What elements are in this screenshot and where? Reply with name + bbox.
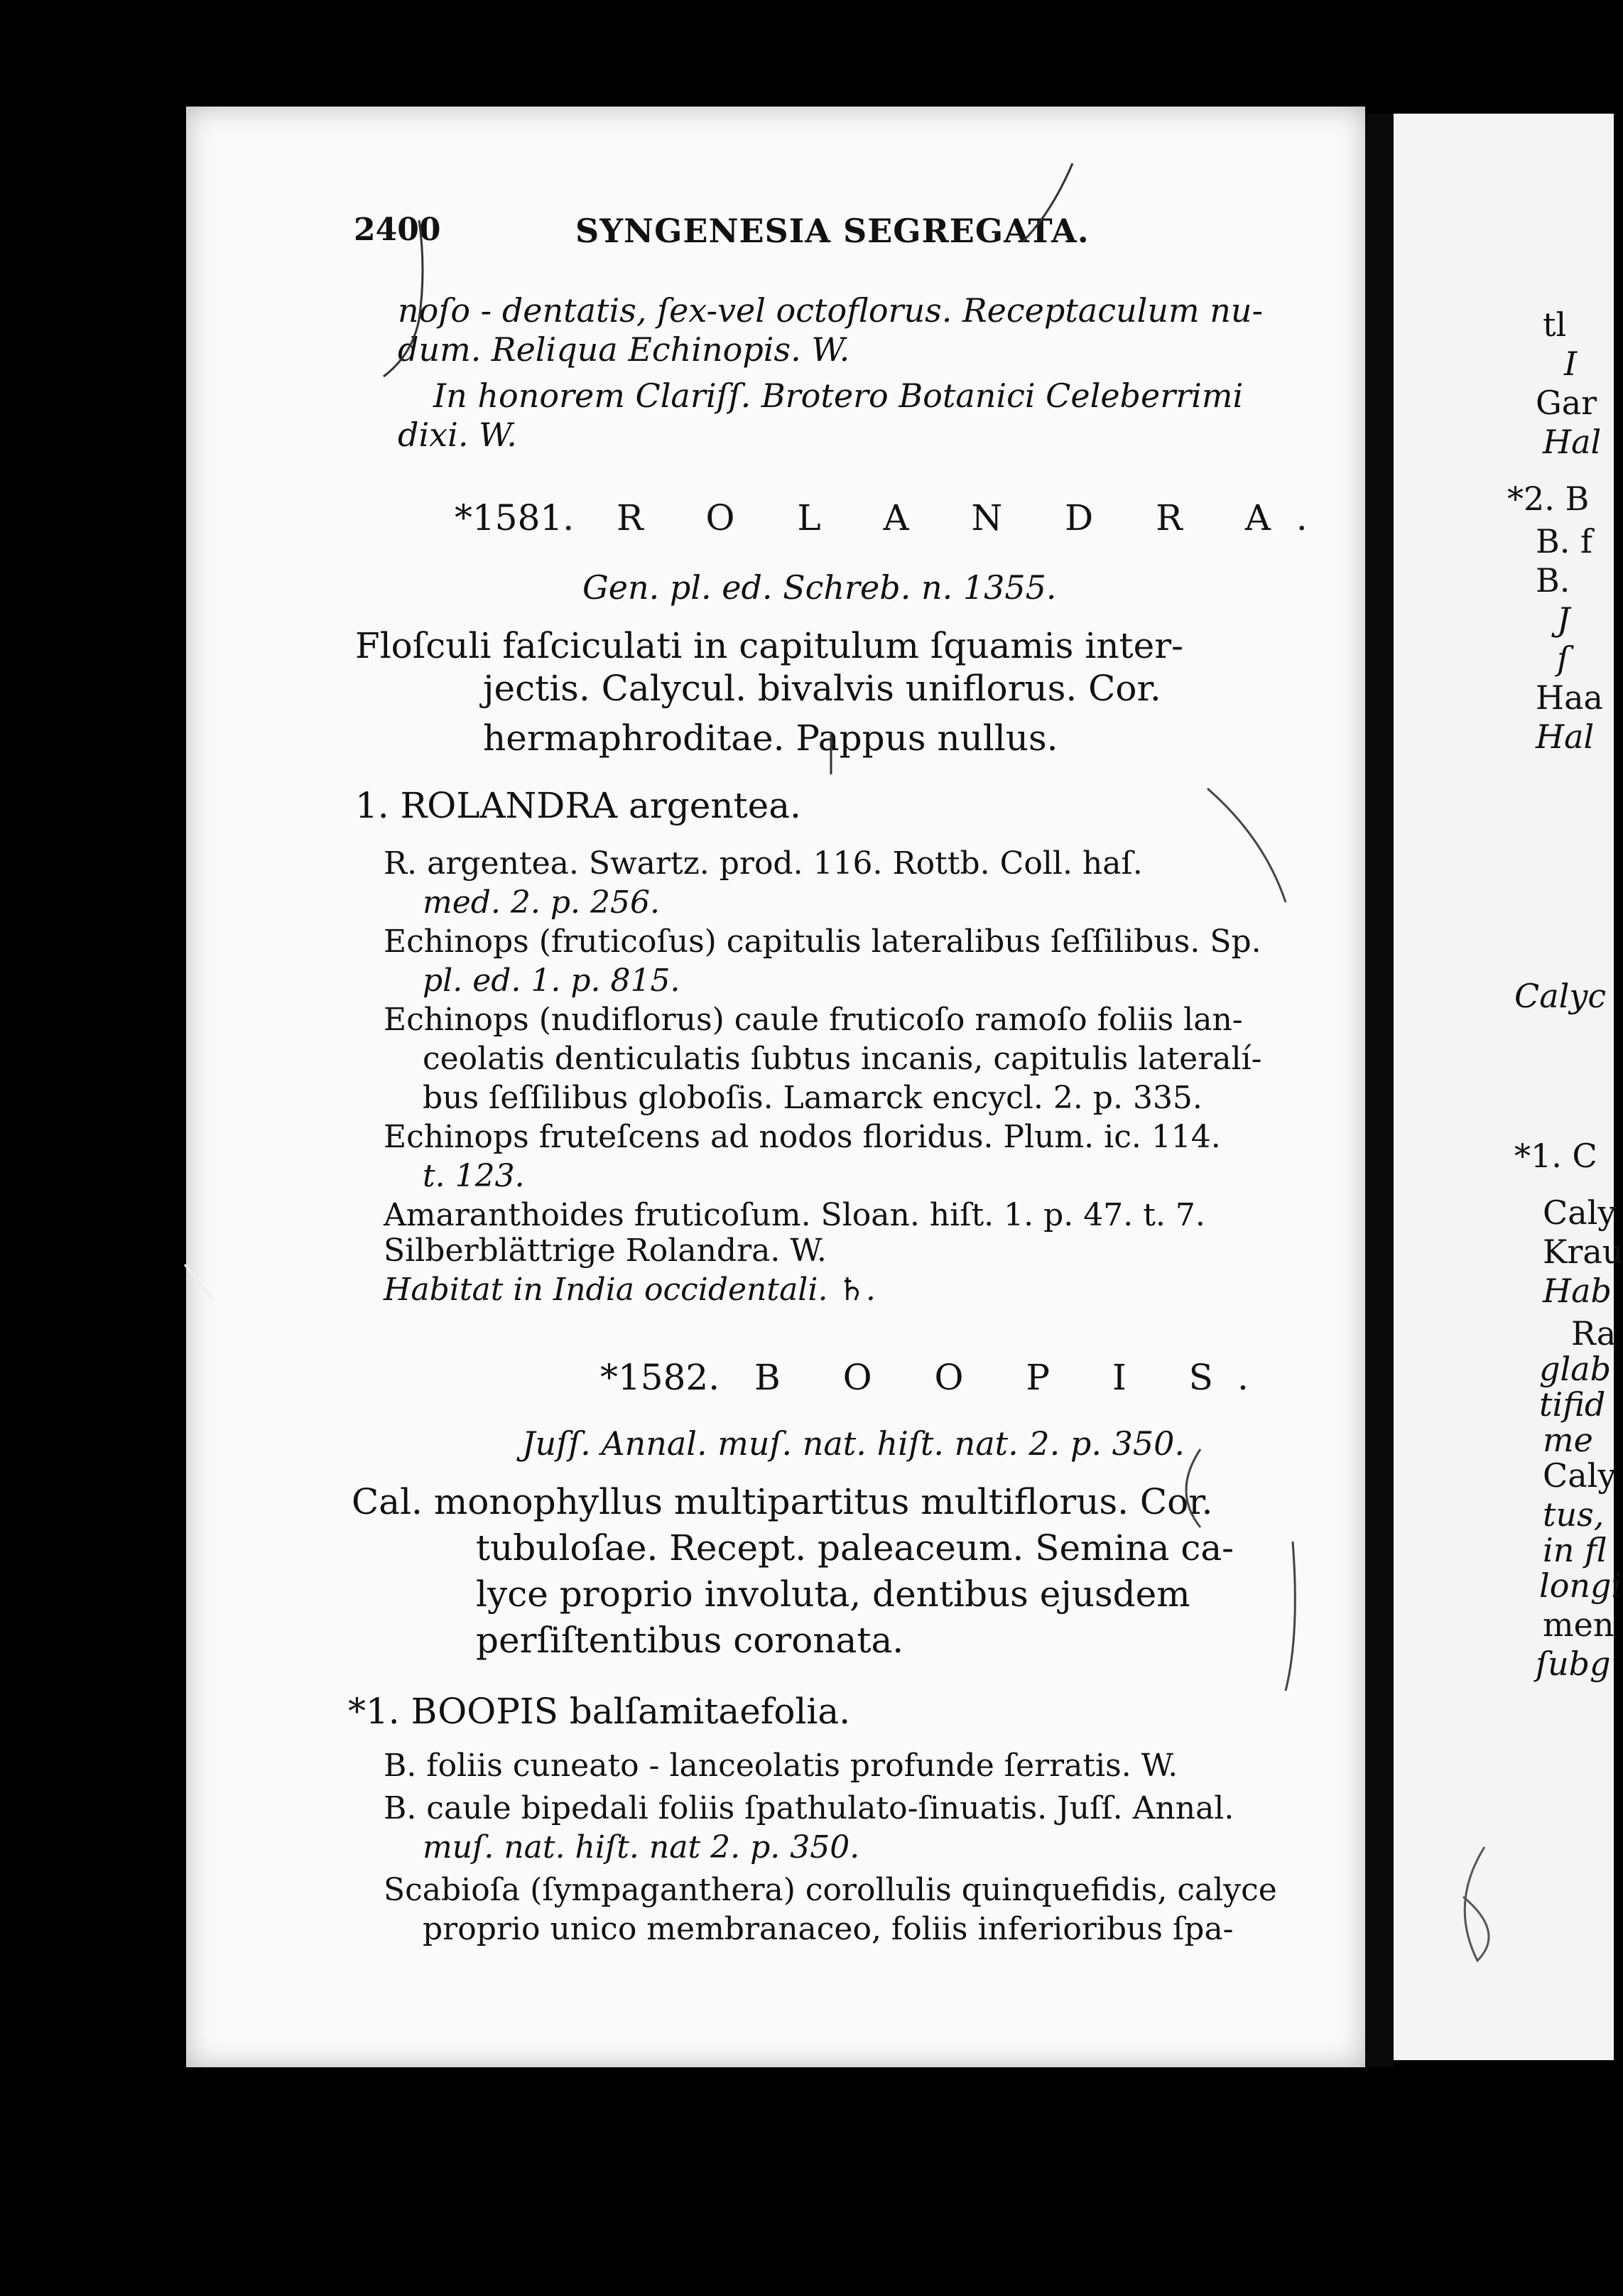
next-page-fragment: in fl: [1543, 1531, 1607, 1569]
next-page-fragment: B. f: [1536, 522, 1593, 561]
genus-reference: Juſſ. Annal. muſ. nat. hiſt. nat. 2. p. 350.: [522, 1424, 1185, 1463]
synonym-line: B. foliis cuneato - lanceolatis profunde ſerratis. W.: [384, 1748, 1178, 1784]
genus-character-line: Floſculi faſciculati in capitulum ſquamis inter-: [355, 625, 1184, 666]
genus-reference: Gen. pl. ed. Schreb. n. 1355.: [582, 568, 1057, 607]
next-page-fragment: Hal: [1536, 718, 1595, 756]
synonym-line: pl. ed. 1. p. 815.: [423, 963, 680, 999]
synonym-line: Amaranthoides fruticoſum. Sloan. hiſt. 1. p. 47. t. 7.: [384, 1197, 1205, 1233]
synonym-line: med. 2. p. 256.: [423, 884, 660, 921]
page-number: 2400: [354, 212, 441, 248]
intro-line: noſo - dentatis, ſex-vel octoflorus. Receptaculum nu-: [398, 291, 1263, 330]
next-page-fragment: tus,: [1543, 1495, 1605, 1534]
next-page-fragment: Hal: [1543, 423, 1602, 461]
next-page-fragment: Krau: [1543, 1233, 1623, 1271]
next-page-fragment: Caly: [1543, 1193, 1617, 1232]
synonym-line: Silberblättrige Rolandra. W.: [384, 1233, 827, 1269]
genus-number: *1582.: [600, 1357, 720, 1398]
next-page-fragment: ſ: [1557, 639, 1570, 678]
next-page-fragment: J: [1557, 600, 1570, 639]
synonym-line: proprio unico membranaceo, foliis inferioribus ſpa-: [423, 1911, 1234, 1947]
genus-character-line: perſiſtentibus coronata.: [476, 1620, 904, 1661]
next-page-fragment: longi: [1539, 1566, 1622, 1605]
genus-character-line: tubuloſae. Recept. paleaceum. Semina ca-: [476, 1527, 1234, 1569]
synonym-line: Echinops (nudiflorus) caule fruticoſo ramoſo foliis lan-: [384, 1002, 1243, 1038]
synonym-line: R. argentea. Swartz. prod. 116. Rottb. Coll. haſ.: [384, 845, 1143, 882]
intro-line: dum. Reliqua Echinopis. W.: [398, 330, 850, 369]
synonym-line: muſ. nat. hiſt. nat 2. p. 350.: [423, 1829, 860, 1866]
next-page-fragment: Caly: [1543, 1456, 1617, 1495]
genus-name: B O O P I S.: [754, 1357, 1274, 1398]
next-page-fragment: I: [1564, 345, 1578, 383]
next-page-fragment: *2. B: [1507, 480, 1590, 518]
next-page-fragment: glab: [1539, 1350, 1612, 1388]
synonym-line: Echinops (fruticoſus) capitulis lateralibus ſeſſilibus. Sp.: [384, 924, 1261, 960]
next-page-fragment: ſubg: [1536, 1645, 1611, 1683]
genus-character-line: lyce proprio involuta, dentibus ejusdem: [476, 1574, 1190, 1615]
intro-line: dixi. W.: [398, 416, 517, 454]
next-page-fragment: me: [1543, 1421, 1593, 1459]
habitat-line: Habitat in India occidentali. ♄.: [384, 1272, 876, 1308]
genus-character-line: jectis. Calycul. bivalvis uniflorus. Cor.: [483, 668, 1161, 709]
next-page-fragment: *1. C: [1514, 1137, 1597, 1175]
next-page-fragment: Ra: [1571, 1314, 1617, 1353]
synonym-line: t. 123.: [423, 1158, 525, 1194]
genus-name: R O L A N D R A.: [617, 497, 1333, 538]
genus-character-line: Cal. monophyllus multipartitus multiflorus. Cor.: [352, 1481, 1213, 1522]
next-page-fragment: Calyc: [1514, 977, 1607, 1015]
intro-line: In honorem Clariſſ. Brotero Botanici Celeberrimi: [433, 377, 1244, 415]
next-page-fragment: B.: [1536, 561, 1570, 600]
synonym-line: Scabioſa (ſympaganthera) corollulis quinquefidis, calyce: [384, 1872, 1277, 1908]
next-page-fragment: tifid: [1539, 1385, 1606, 1424]
species-title: *1. BOOPIS balſamitaefolia.: [348, 1691, 851, 1732]
synonym-line: B. caule bipedali foliis ſpathulato-ſinuatis. Juſſ. Annal.: [384, 1790, 1234, 1826]
next-page-fragment: Haa: [1536, 678, 1603, 717]
next-page-fragment: Hab: [1543, 1272, 1612, 1310]
running-title: SYNGENESIA SEGREGATA.: [575, 212, 1090, 250]
next-page-fragment: men: [1543, 1605, 1614, 1644]
genus-number: *1581.: [455, 497, 575, 538]
genus-character-line: hermaphroditae. Pappus nullus.: [483, 718, 1058, 759]
species-title: 1. ROLANDRA argentea.: [355, 785, 801, 826]
synonym-line: bus ſeſſilibus globoſis. Lamarck encycl. 2. p. 335.: [423, 1080, 1203, 1116]
next-page-fragment: Gar: [1536, 384, 1597, 422]
synonym-line: ceolatis denticulatis ſubtus incanis, capitulis lateralí-: [423, 1041, 1262, 1077]
synonym-line: Echinops fruteſcens ad nodos floridus. Plum. ic. 114.: [384, 1119, 1221, 1155]
next-page-fragment: tl: [1543, 305, 1567, 344]
